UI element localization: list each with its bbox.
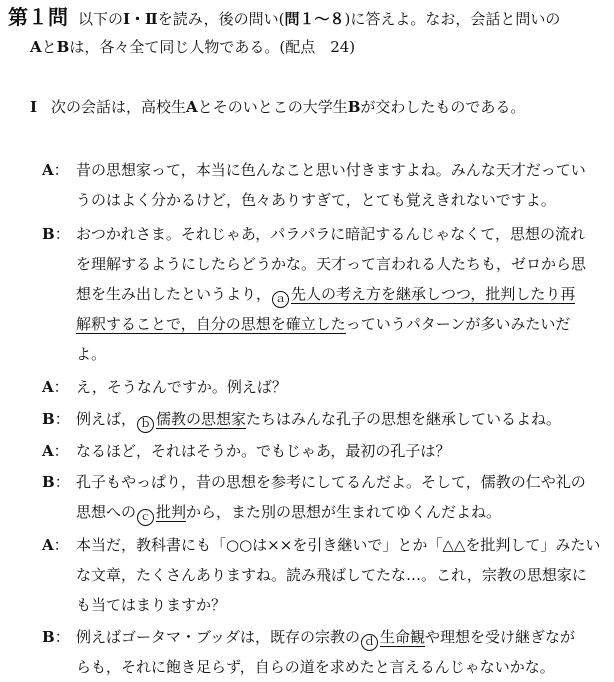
utterance: 孔子もやっぱり，昔の思想を参考にしてるんだよ。そして，儒教の仁や礼の 思想への ｃ 批判から，また別の思想が生まれてゆくんだよね。 <box>76 467 606 527</box>
underlined-passage-c: 批判 <box>156 503 187 521</box>
utterance: 例えば， ｂ 儒教の思想家たちはみんな孔子の思想を継承しているよね。 <box>76 404 606 434</box>
speaker-label: A： <box>42 161 69 179</box>
underlined-passage-a-cont: 解釈することで，自分の思想を確立した <box>76 315 346 333</box>
underline-marker-b: ｂ <box>137 416 154 433</box>
speaker-label: A： <box>42 378 69 396</box>
utterance: 例えばゴータマ・ブッダは，既存の宗教の ｄ 生命観や理想を受け継ぎなが らも，それに飽き足らず，自らの道を求めたと言えるんじゃないかな。 <box>76 628 575 676</box>
question-header-line2: AとBは，各々全て同じ人物である。(配点 24) <box>30 38 356 56</box>
underlined-passage-a: 先人の考え方を継承しつつ，批判したり再 <box>291 285 576 303</box>
utterance: 本当だ，教科書にも「○○は××を引き継いで」とか「△△を批判して」みたい な文章，たくさんありますね。読み飛ばしてたな…。これ，宗教の思想家に も当てはまりますか？ <box>76 536 601 614</box>
speaker-label: B： <box>42 410 70 428</box>
underlined-passage-b: 儒教の思想家 <box>156 410 247 428</box>
utterance: 昔の思想家って，本当に色んなこと思い付きますよね。みんな天才だってい うのはよく分かるけど，色々ありすぎて，とても覚えきれないですよ。 <box>76 161 586 209</box>
utterance: え，そうなんですか。例えば？ <box>76 378 287 396</box>
utterance: おつかれさま。それじゃあ，パラパラに暗記するんじゃなくて，思想の流れ を理解するようにしたらどうかな。天才って言われる人たちも，ゼロから思 想を生み出したというより， ａ 先人の考え方を継承しつつ，批判したり再 解釈することで，自分の思想を確立したっていうパターンが多いみたいだ よ。 <box>76 225 587 363</box>
underline-marker-d: ｄ <box>361 634 378 651</box>
question-header: 第１問 以下のⅠ・Ⅱを読み，後の問い(問１～８)に答えよ。なお，会話と問いの <box>8 5 561 29</box>
section-number: Ⅰ <box>30 98 38 116</box>
speaker-label: B： <box>42 628 70 646</box>
speaker-label: A： <box>42 536 69 554</box>
speaker-label: B： <box>42 225 70 243</box>
underline-marker-a: ａ <box>272 291 289 308</box>
utterance: なるほど，それはそうか。でもじゃあ，最初の孔子は？ <box>76 442 451 460</box>
underline-marker-c: ｃ <box>137 509 154 526</box>
speaker-label: A： <box>42 442 69 460</box>
underlined-passage-d: 生命観 <box>379 628 425 646</box>
section-title: Ⅰ 次の会話は，高校生Aとそのいとこの大学生Bが交わしたものである。 <box>30 98 526 116</box>
speaker-label: B： <box>42 473 70 491</box>
question-label: 第１問 <box>8 5 68 29</box>
